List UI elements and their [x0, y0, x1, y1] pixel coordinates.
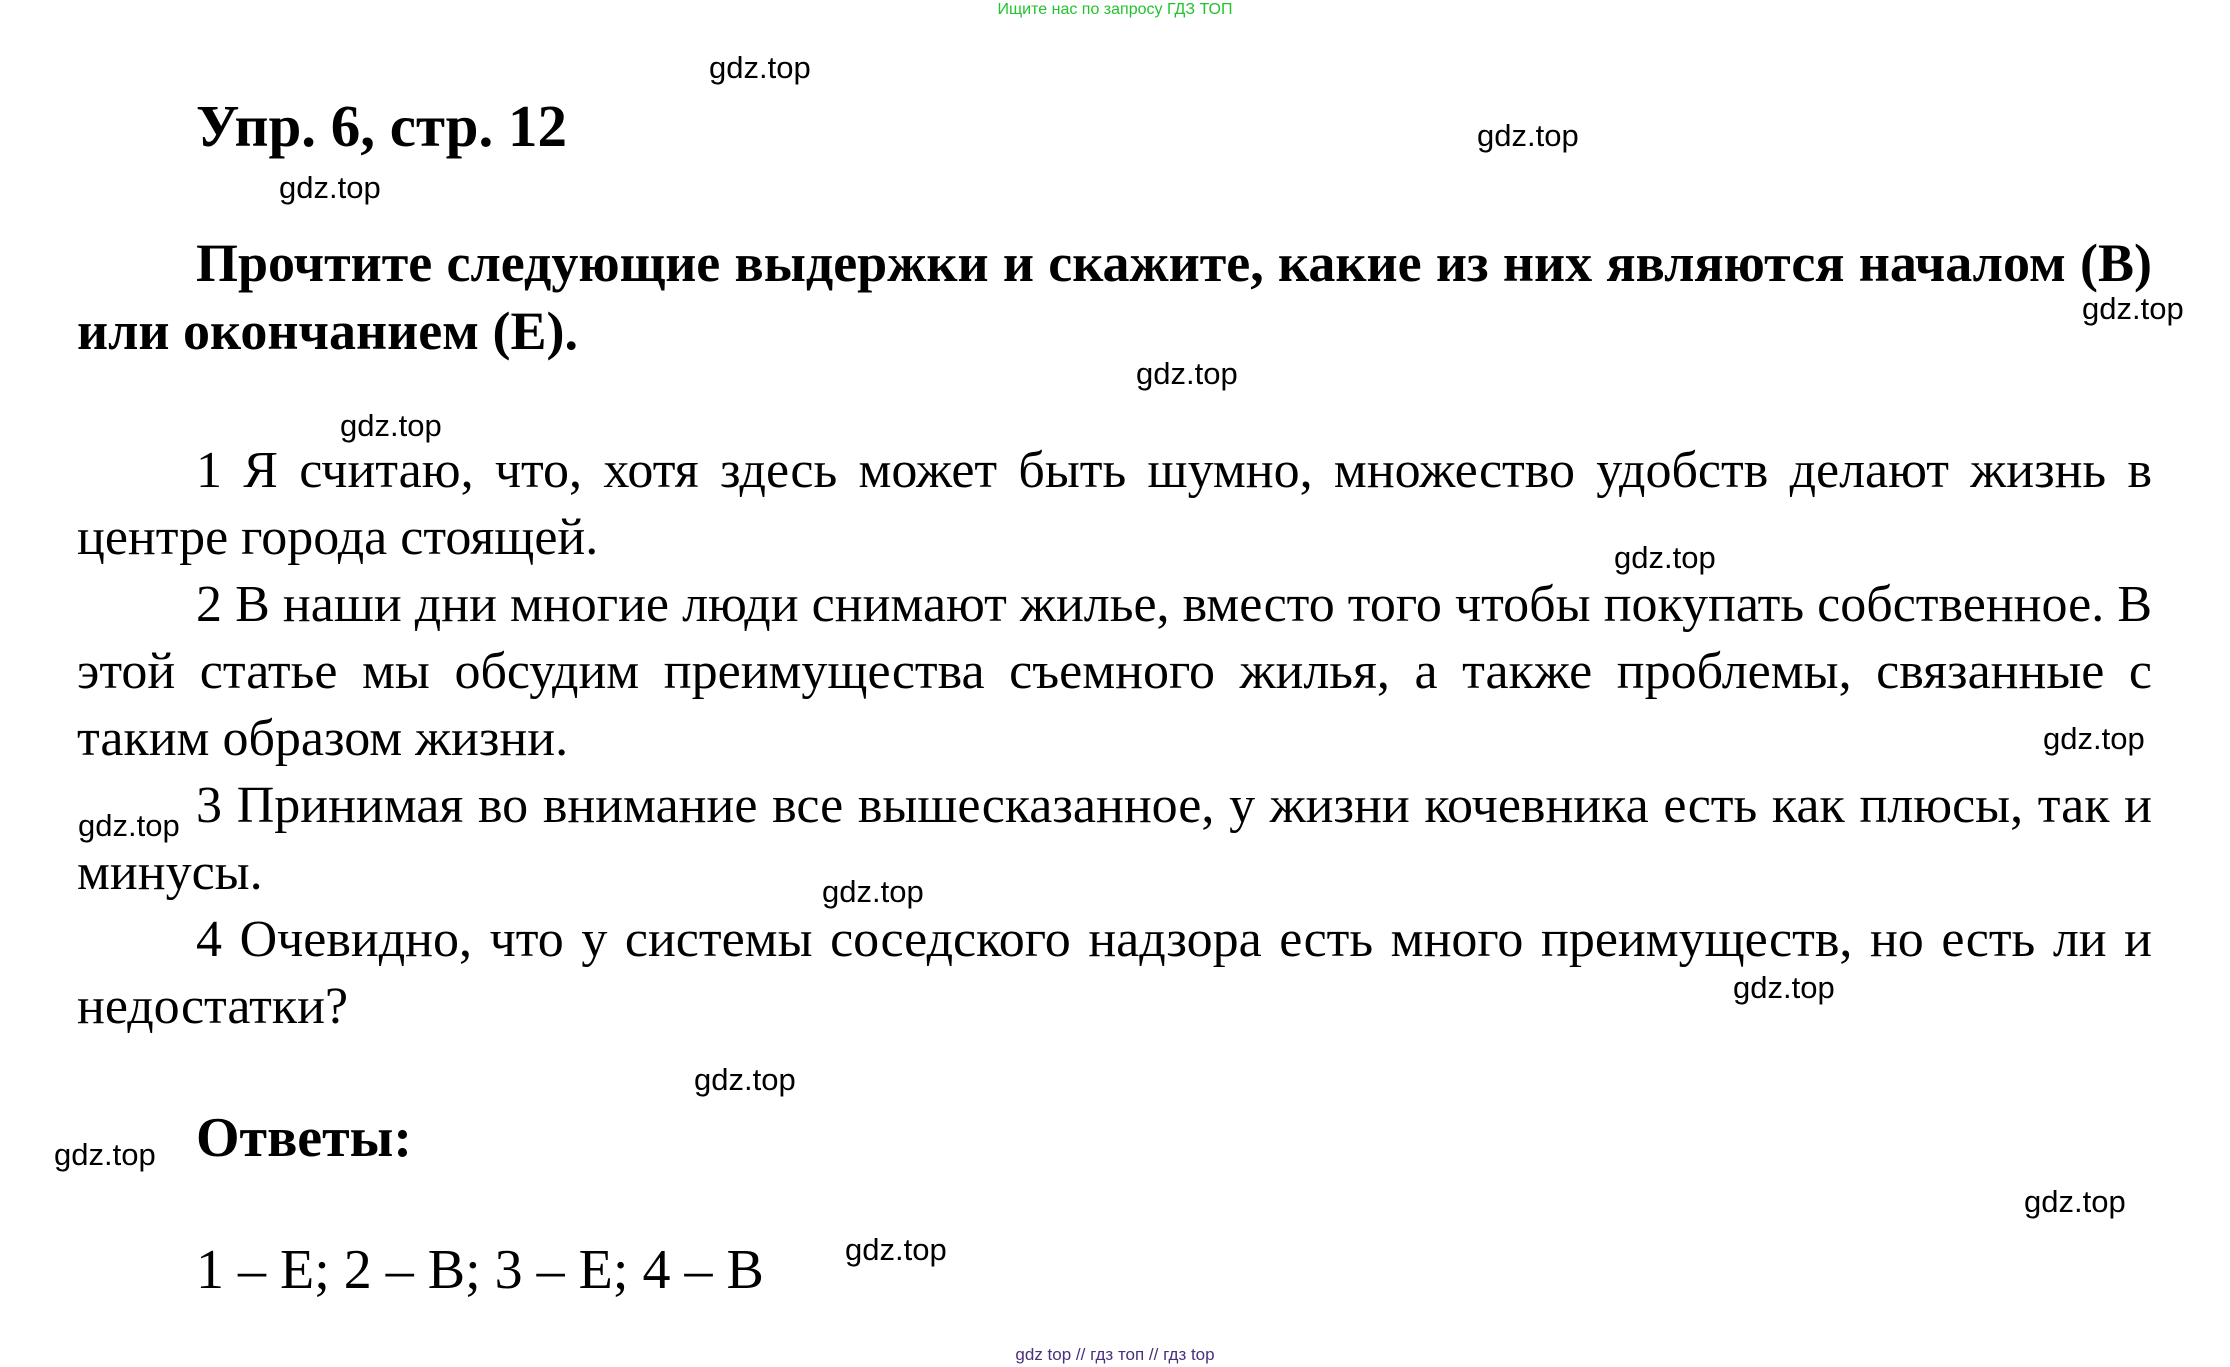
watermark: gdz.top	[54, 1137, 156, 1172]
answers-heading: Ответы:	[196, 1107, 413, 1169]
watermark: gdz.top	[1136, 356, 1238, 391]
watermark: gdz.top	[822, 874, 924, 909]
watermark: gdz.top	[279, 170, 381, 205]
excerpt-3: 3 Принимая во внимание все вышесказанное, у жизни кочевника есть как плюсы, так и минусы.	[77, 777, 2152, 901]
top-banner: Ищите нас по запросу ГДЗ ТОП	[997, 1, 1233, 18]
watermark: gdz.top	[78, 808, 180, 843]
task-instruction: Прочтите следующие выдержки и скажите, какие из них являются началом (B) или окончанием (E).	[77, 233, 2152, 361]
watermark: gdz.top	[1733, 970, 1835, 1005]
watermark: gdz.top	[1477, 118, 1579, 153]
answers-text: 1 – E; 2 – B; 3 – E; 4 – B	[196, 1239, 764, 1301]
exercise-title: Упр. 6, стр. 12	[196, 93, 567, 159]
excerpt-1: 1 Я считаю, что, хотя здесь может быть шумно, множество удобств делают жизнь в центре города стоящей.	[77, 442, 2152, 566]
watermark: gdz.top	[1614, 540, 1716, 575]
watermark: gdz.top	[694, 1062, 796, 1097]
footer-credits: gdz top // гдз топ // гдз top	[1015, 1345, 1215, 1364]
watermark: gdz.top	[845, 1232, 947, 1267]
excerpt-4: 4 Очевидно, что у системы соседского надзора есть много преимуществ, но есть ли и недостатки?	[77, 911, 2152, 1035]
excerpt-2: 2 В наши дни многие люди снимают жилье, вместо того чтобы покупать собственное. В этой статье мы обсудим преимущества съемного жилья, а также проблемы, связанные с таким образом жизни.	[77, 576, 2152, 767]
watermark: gdz.top	[2043, 721, 2145, 756]
watermark: gdz.top	[709, 50, 811, 85]
watermark: gdz.top	[2082, 291, 2184, 326]
watermark: gdz.top	[2024, 1184, 2126, 1219]
watermark: gdz.top	[340, 408, 442, 443]
